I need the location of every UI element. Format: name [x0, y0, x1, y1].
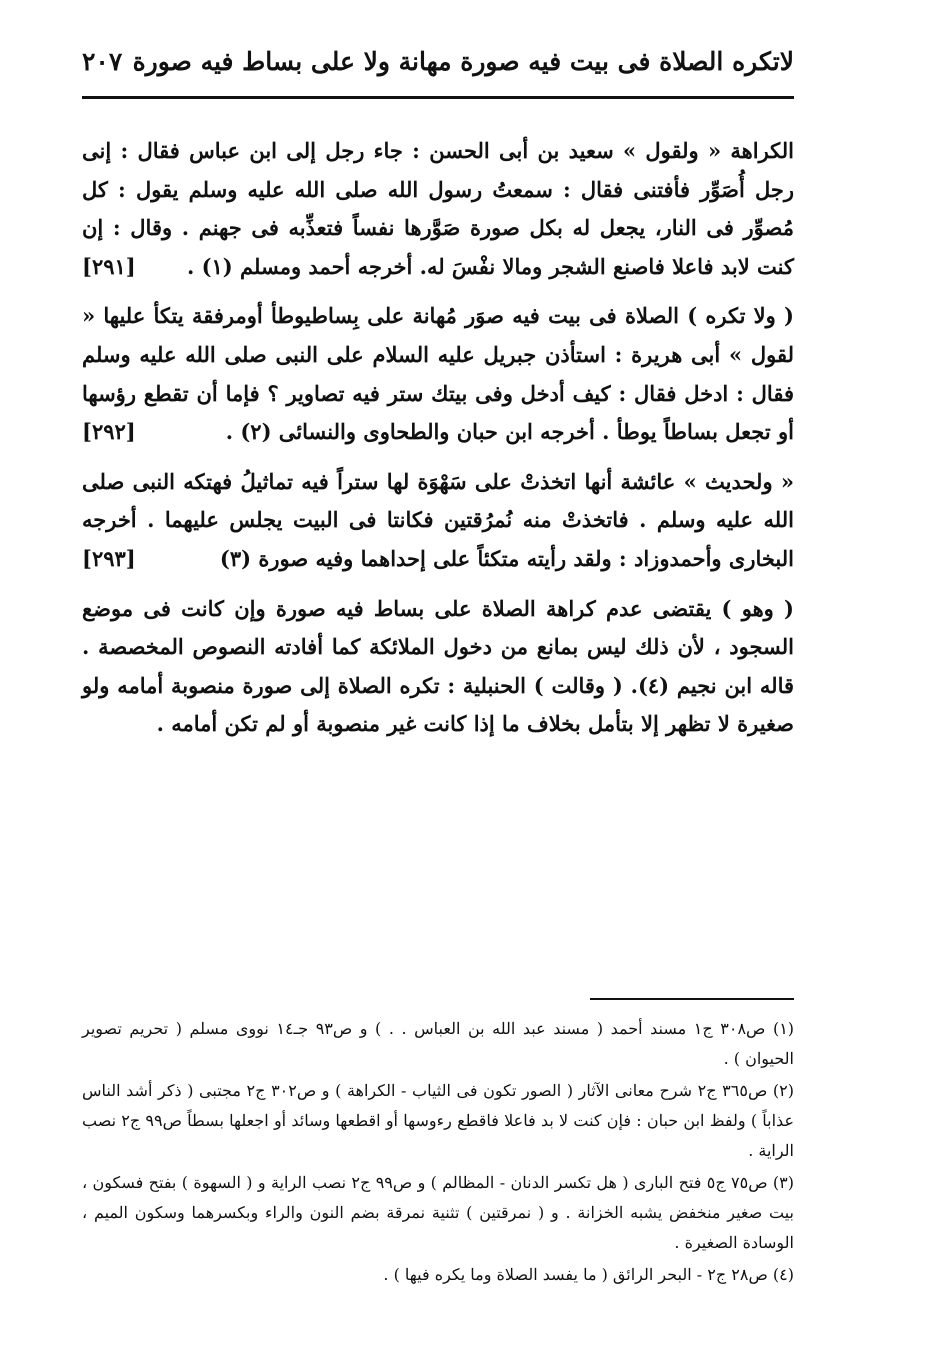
- footnotes: [82, 1014, 794, 1290]
- header-title: لاتكره الصلاة فى بيت فيه صورة مهانة ولا على بساط فيه صورة: [132, 46, 794, 76]
- hadith-number: [٢٩٣]: [82, 545, 136, 571]
- footnote: (٢) ص٣٦٥ ج٢ شرح معانى الآثار ( الصور تكون فى الثياب - الكراهة ) و ص٣٠٢ ج٢ مجتبى ( ذكر أشد الناس عذاباً ) ولفظ ابن حبان : فإن كنت لا بد فاعلا فاقطع رءوسها أو اقطعها وسائد أو اجعلها بسطاً ص٩٩ ج٢ نصب الراية .: [82, 1081, 795, 1160]
- running-header: [82, 38, 794, 84]
- hadith-number: [٢٩١]: [82, 253, 136, 279]
- paragraph-text: « ولحديث » عائشة أنها اتخذتْ على سَهْوَة لها ستراً فيه تماثيلُ فهتكه النبى صلى الله عليه وسلم . فاتخذتْ منه نُمرُقتين فكانتا فى البيت يجلس عليهما . أخرجه البخارى وأحمدوزاد : ولقد رأيته متكئاً على إحداهما وفيه صورة (٣): [82, 468, 794, 571]
- footnote: (١) ص٣٠٨ ج١ مسند أحمد ( مسند عبد الله بن العباس . . ) و ص٩٣ جـ١٤ نووى مسلم ( تحريم تصوير الحيوان ) .: [82, 1019, 795, 1068]
- paragraph: [82, 463, 794, 579]
- header-rule: [82, 96, 794, 99]
- footnote: (٣) ص٧٥ ج٥ فتح البارى ( هل تكسر الدنان - المظالم ) و ص٩٩ ج٢ نصب الراية و ( السهوة ) بفتح فسكون ، بيت صغير منخفض يشبه الخزانة . و ( نمرقتين ) تثنية نمرقة بضم النون والراء وبكسرهما وسكون الميم ، الوسادة الصغيرة .: [82, 1173, 795, 1252]
- paragraph-text: ( وهو ) يقتضى عدم كراهة الصلاة على بساط فيه صورة وإن كانت فى موضع السجود ، لأن ذلك ليس بمانع من دخول الملائكة كما أفادته النصوص المخصصة . قاله ابن نجيم (٤). ( وقالت ) الحنبلية : تكره الصلاة إلى صورة منصوبة أمامه ولو صغيرة لا تظهر إلا بتأمل بخلاف ما إذا كانت غير منصوبة أو لم تكن أمامه .: [82, 595, 795, 737]
- paragraph: [82, 590, 794, 744]
- hadith-number: [٢٩٢]: [82, 419, 136, 445]
- footnote: (٤) ص٢٨ ج٢ - البحر الرائق ( ما يفسد الصلاة وما يكره فيها ) .: [383, 1265, 794, 1284]
- paragraph: [82, 132, 794, 286]
- main-text: [82, 132, 794, 744]
- paragraph-text: ( ولا تكره ) الصلاة فى بيت فيه صوَر مُهانة على بِساطيوطأ أومرفقة يتكأ عليها « لقول » أبى هريرة : استأذن جبريل عليه السلام على النبى صلى الله عليه وسلم فقال : ادخل فقال : كيف أدخل وفى بيتك ستر فيه تصاوير ؟ فإما أن تقطع رؤسها أو تجعل بساطاً يوطأ . أخرجه ابن حبان والطحاوى والنسائى (٢) .: [82, 303, 794, 445]
- paragraph-text: الكراهة « ولقول » سعيد بن أبى الحسن : جاء رجل إلى ابن عباس فقال : إنى رجل أُصَوِّر فأفتنى فقال : سمعتُ رسول الله صلى الله عليه وسلم يقول : كل مُصوِّر فى النار، يجعل له بكل صورة صَوَّرها نفساً فتعذِّبه فى جهنم . وقال : إن كنت لابد فاعلا فاصنع الشجر ومالا نفْسَ له. أخرجه أحمد ومسلم (١) .: [82, 138, 794, 279]
- footnote-rule: [590, 998, 794, 1000]
- page-number: ٢٠٧: [82, 46, 123, 76]
- paragraph: [82, 297, 794, 451]
